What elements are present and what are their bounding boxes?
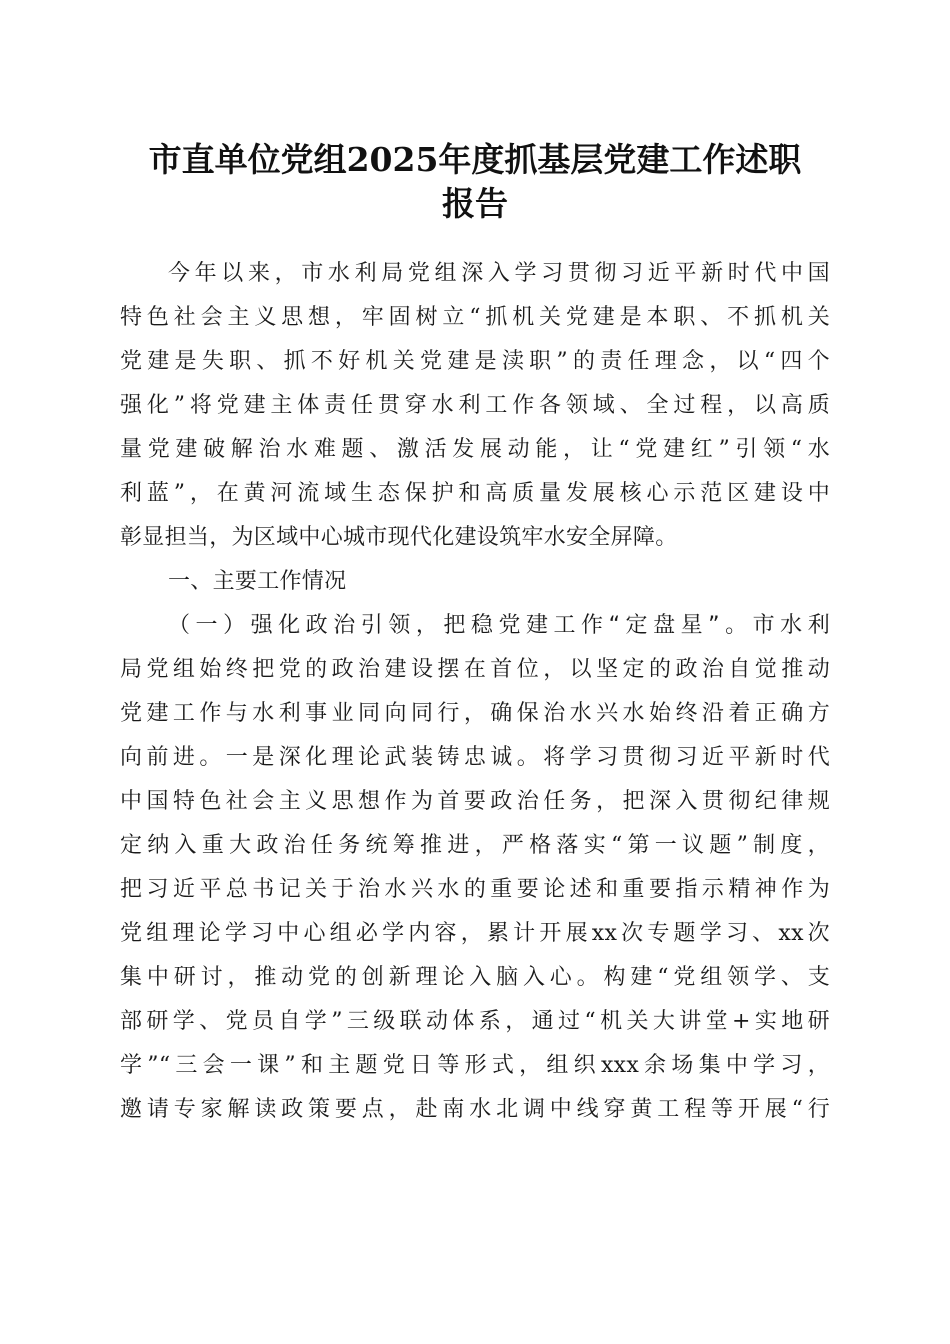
paragraph-line: 利蓝”，在黄河流域生态保护和高质量发展核心示范区建设中 <box>120 481 830 506</box>
paragraph-line: 特色社会主义思想，牢固树立“抓机关党建是本职、不抓机关 <box>120 305 830 330</box>
paragraph-line: 党建是失职、抓不好机关党建是渎职”的责任理念，以“四个 <box>120 349 830 374</box>
paragraph-line: 部研学、党员自学”三级联动体系，通过“机关大讲堂+实地研 <box>120 1009 830 1034</box>
subsection-lead-rest: 市水利 <box>752 613 830 638</box>
paragraph-line: 学”“三会一课”和主题党日等形式，组织xxx余场集中学习， <box>120 1053 830 1078</box>
paragraph-line: 党建工作与水利事业同向同行，确保治水兴水始终沿着正确方 <box>120 701 830 726</box>
paragraph-line: 把习近平总书记关于治水兴水的重要论述和重要指示精神作为 <box>120 877 830 902</box>
title-line-1: 市直单位党组2025年度抓基层党建工作述职 <box>148 140 802 179</box>
subsection-lead: （一）强化政治引领，把稳党建工作“定盘星”。 <box>168 613 753 638</box>
subsection-first-line <box>120 604 830 648</box>
paragraph-line: 向前进。一是深化理论武装铸忠诚。将学习贯彻习近平新时代 <box>120 745 830 770</box>
document-body <box>120 252 830 1132</box>
paragraph-line: 强化”将党建主体责任贯穿水利工作各领域、全过程，以高质 <box>120 393 830 418</box>
paragraph-line: 集中研讨，推动党的创新理论入脑入心。构建“党组领学、支 <box>120 965 830 990</box>
document-title <box>118 138 832 226</box>
paragraph-line: 局党组始终把党的政治建设摆在首位，以坚定的政治自觉推动 <box>120 657 830 682</box>
paragraph-line: 邀请专家解读政策要点，赴南水北调中线穿黄工程等开展“行 <box>120 1097 830 1122</box>
section-heading: 一、主要工作情况 <box>168 569 347 594</box>
paragraph-line: 今年以来，市水利局党组深入学习贯彻习近平新时代中国 <box>168 261 830 286</box>
title-line-2: 报告 <box>442 184 508 223</box>
paragraph-line: 定纳入重大政治任务统筹推进，严格落实“第一议题”制度， <box>120 833 830 858</box>
paragraph-line: 彰显担当，为区域中心城市现代化建设筑牢水安全屏障。 <box>120 525 678 550</box>
paragraph-line: 量党建破解治水难题、激活发展动能，让“党建红”引领“水 <box>120 437 830 462</box>
paragraph-line: 党组理论学习中心组必学内容，累计开展xx次专题学习、xx次 <box>120 921 830 946</box>
paragraph-line: 中国特色社会主义思想作为首要政治任务，把深入贯彻纪律规 <box>120 789 830 814</box>
